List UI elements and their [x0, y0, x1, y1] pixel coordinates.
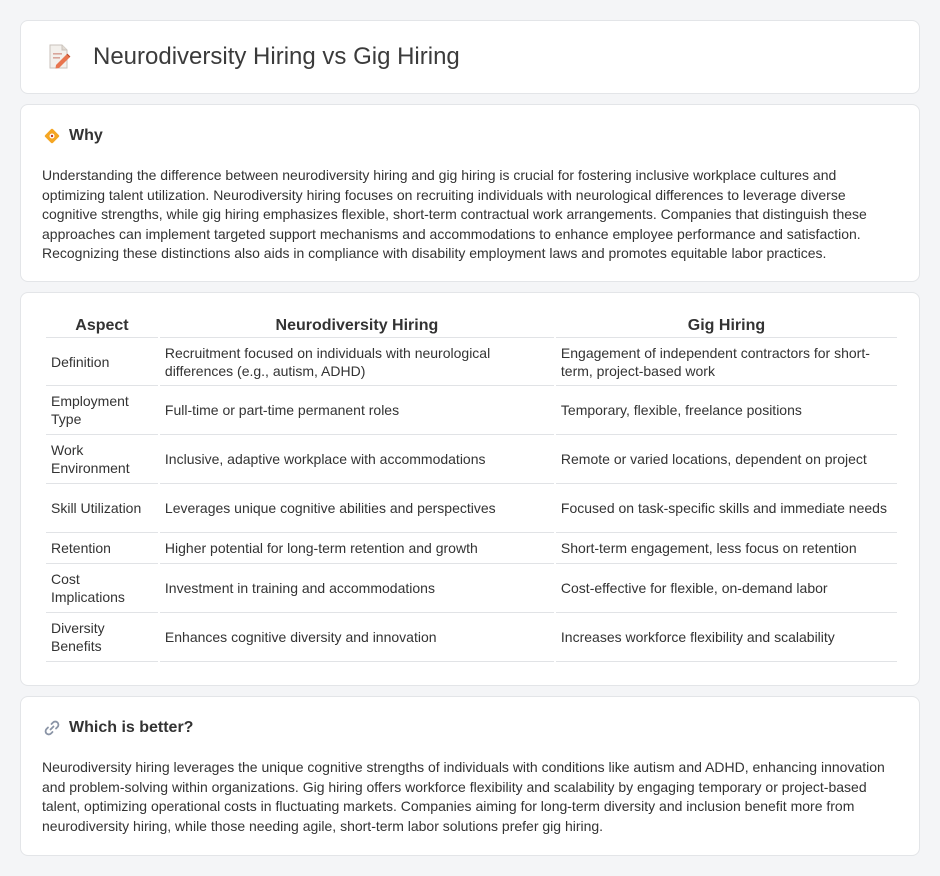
document-pencil-icon — [47, 44, 71, 70]
cell-neurodiversity: Higher potential for long-term retention and growth — [160, 533, 554, 564]
cell-aspect: Definition — [46, 337, 158, 386]
why-text: Understanding the difference between neurodiversity hiring and gig hiring is crucial for fostering inclusive workplace cultures and optimizing talent utilization. Neurodiversity hiring focuses on recruiting individuals with neurological differences to leverage diverse cognitive strengths, while gig hiring emphasizes flexible, short-term contractual work arrangements. Companies that distinguish these approaches can implement targeted support mechanisms and accommodations to enhance employee performance and satisfaction. Recognizing these distinctions also aids in compliance with disability employment laws and promotes equitable labor practices. — [42, 167, 867, 262]
table-row — [46, 337, 897, 386]
cell-aspect: Skill Utilization — [46, 484, 158, 533]
cell-neurodiversity: Inclusive, adaptive workplace with accommodations — [160, 435, 554, 484]
header-gig: Gig Hiring — [687, 317, 766, 334]
table-row — [46, 386, 897, 435]
table-row — [46, 533, 897, 564]
cell-neurodiversity: Leverages unique cognitive abilities and perspectives — [160, 484, 554, 533]
comparison-card — [20, 292, 920, 686]
table-row — [46, 564, 897, 613]
table-header-row — [46, 315, 897, 337]
table-row — [46, 484, 897, 533]
cell-neurodiversity: Recruitment focused on individuals with neurological differences (e.g., autism, ADHD) — [160, 337, 554, 386]
cell-neurodiversity: Enhances cognitive diversity and innovation — [160, 613, 554, 662]
cell-gig: Focused on task-specific skills and immediate needs — [556, 484, 897, 533]
cell-aspect: Employment Type — [46, 386, 158, 435]
which-better-title: Which is better? — [69, 719, 194, 736]
why-title: Why — [69, 127, 103, 144]
comparison-table — [44, 315, 899, 662]
cell-gig: Increases workforce flexibility and scalability — [556, 613, 897, 662]
cell-aspect: Diversity Benefits — [46, 613, 158, 662]
cell-neurodiversity: Full-time or part-time permanent roles — [160, 386, 554, 435]
cell-gig: Short-term engagement, less focus on retention — [556, 533, 897, 564]
why-card — [20, 104, 920, 282]
cell-aspect: Retention — [46, 533, 158, 564]
page-title: Neurodiversity Hiring vs Gig Hiring — [93, 43, 460, 70]
cell-gig: Remote or varied locations, dependent on project — [556, 435, 897, 484]
link-icon — [43, 719, 61, 737]
header-neurodiversity: Neurodiversity Hiring — [275, 317, 439, 334]
which-better-text: Neurodiversity hiring leverages the unique cognitive strengths of individuals with conditions like autism and ADHD, enhancing innovation and problem-solving within organizations. Gig hiring offers workforce flexibility and scalability by engaging temporary or project-based talent, optimizing operational costs in fluctuating markets. Companies aiming for long-term diversity and inclusion benefit more from neurodiversity hiring, while those needing agile, short-term labor solutions prefer gig hiring. — [42, 759, 885, 834]
cell-aspect: Cost Implications — [46, 564, 158, 613]
cell-neurodiversity: Investment in training and accommodations — [160, 564, 554, 613]
cell-gig: Engagement of independent contractors for short-term, project-based work — [556, 337, 897, 386]
header-aspect: Aspect — [75, 317, 129, 334]
diamond-signal-icon — [43, 127, 61, 145]
which-better-card — [20, 696, 920, 856]
cell-gig: Cost-effective for flexible, on-demand labor — [556, 564, 897, 613]
cell-aspect: Work Environment — [46, 435, 158, 484]
cell-gig: Temporary, flexible, freelance positions — [556, 386, 897, 435]
table-row — [46, 435, 897, 484]
table-row — [46, 613, 897, 662]
header-card — [20, 20, 920, 94]
